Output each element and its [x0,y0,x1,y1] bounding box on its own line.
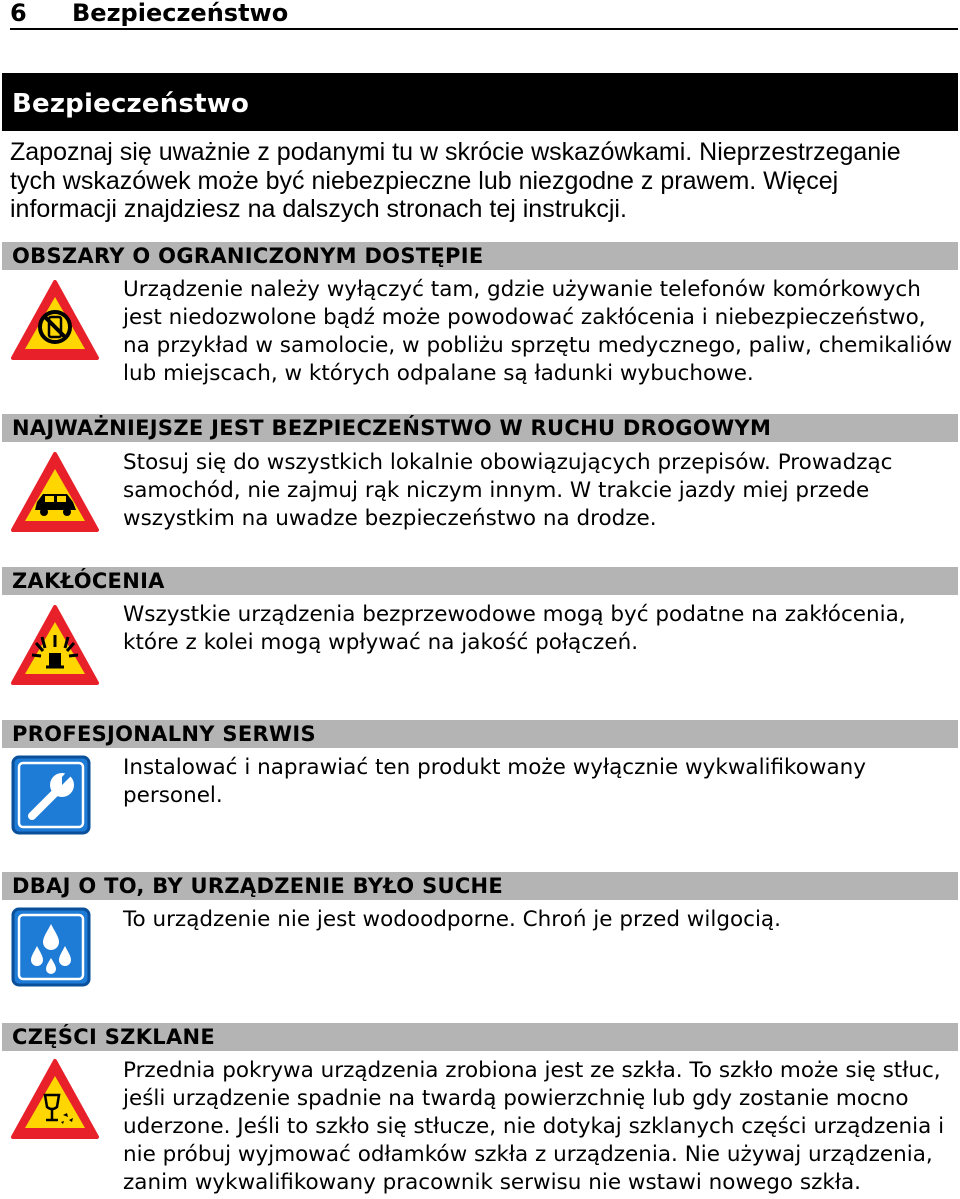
interference-warning-icon [10,603,100,687]
section-heading-restricted-areas [2,242,958,270]
section-text-keep-dry: To urządzenie nie jest wodoodporne. Chroń je przed wilgocią. [123,907,781,932]
section-heading-label: NAJWAŻNIEJSZE JEST BEZPIECZEŃSTWO W RUCHU DROGOWYM [12,416,772,440]
section-heading-keep-dry [2,872,958,900]
broken-glass-warning-icon [10,1057,100,1141]
water-drops-icon [10,906,100,990]
section-heading-glass-parts [2,1023,958,1051]
section-heading-label: OBSZARY O OGRANICZONYM DOSTĘPIE [12,244,484,268]
section-heading-label: ZAKŁÓCENIA [12,569,165,593]
running-title: Bezpieczeństwo [72,0,289,27]
page-number: 6 [10,0,27,27]
section-text-road-safety: Stosuj się do wszystkich lokalnie obowiązujących przepisów. Prowadząc samochód, nie zajmuj rąk niczym innym. W trakcie jazdy miej przede wszystkim na uwadze bezpieczeństwo na drodze. [123,450,893,531]
page-title: Bezpieczeństwo [12,89,250,119]
intro-paragraph: Zapoznaj się uważnie z podanymi tu w skrócie wskazówkami. Nieprzestrzeganie tych wskazówek może być niebezpieczne lub niezgodne z prawem. Więcej informacji znajdziesz na dalszych stronach tej instrukcji. [10,138,901,223]
section-heading-interference [2,567,958,595]
section-text-interference: Wszystkie urządzenia bezprzewodowe mogą być podatne na zakłócenia, które z kolei mogą wpływać na jakość połączeń. [123,602,906,655]
section-heading-service [2,720,958,748]
section-heading-label: PROFESJONALNY SERWIS [12,722,316,746]
car-warning-icon [10,450,100,534]
page-header [10,0,958,30]
section-text-restricted-areas: Urządzenie należy wyłączyć tam, gdzie używanie telefonów komórkowych jest niedozwolone bądź może powodować zakłócenia i niebezpieczeństwo, na przykład w samolocie, w pobliżu sprzętu medycznego, paliw, chemikaliów lub miejscach, w których odpalane są ładunki wybuchowe. [123,277,953,386]
title-bar [2,73,958,131]
section-text-service: Instalować i naprawiać ten produkt może wyłącznie wykwalifikowany personel. [123,755,867,808]
no-phone-warning-icon [10,278,100,362]
section-heading-label: DBAJ O TO, BY URZĄDZENIE BYŁO SUCHE [12,874,504,898]
wrench-icon [10,754,100,838]
section-heading-road-safety [2,414,958,442]
section-heading-label: CZĘŚCI SZKLANE [12,1025,216,1049]
section-text-glass-parts: Przednia pokrywa urządzenia zrobiona jest ze szkła. To szkło może się stłuc, jeśli urządzenie spadnie na twardą powierzchnię lub gdy zostanie mocno uderzone. Jeśli to szkło się stłucze, nie dotykaj szklanych części urządzenia i nie próbuj wyjmować odłamków szkła z urządzenia. Nie używaj urządzenia, zanim wykwalifikowany pracownik serwisu nie wstawi nowego szkła. [123,1058,945,1195]
